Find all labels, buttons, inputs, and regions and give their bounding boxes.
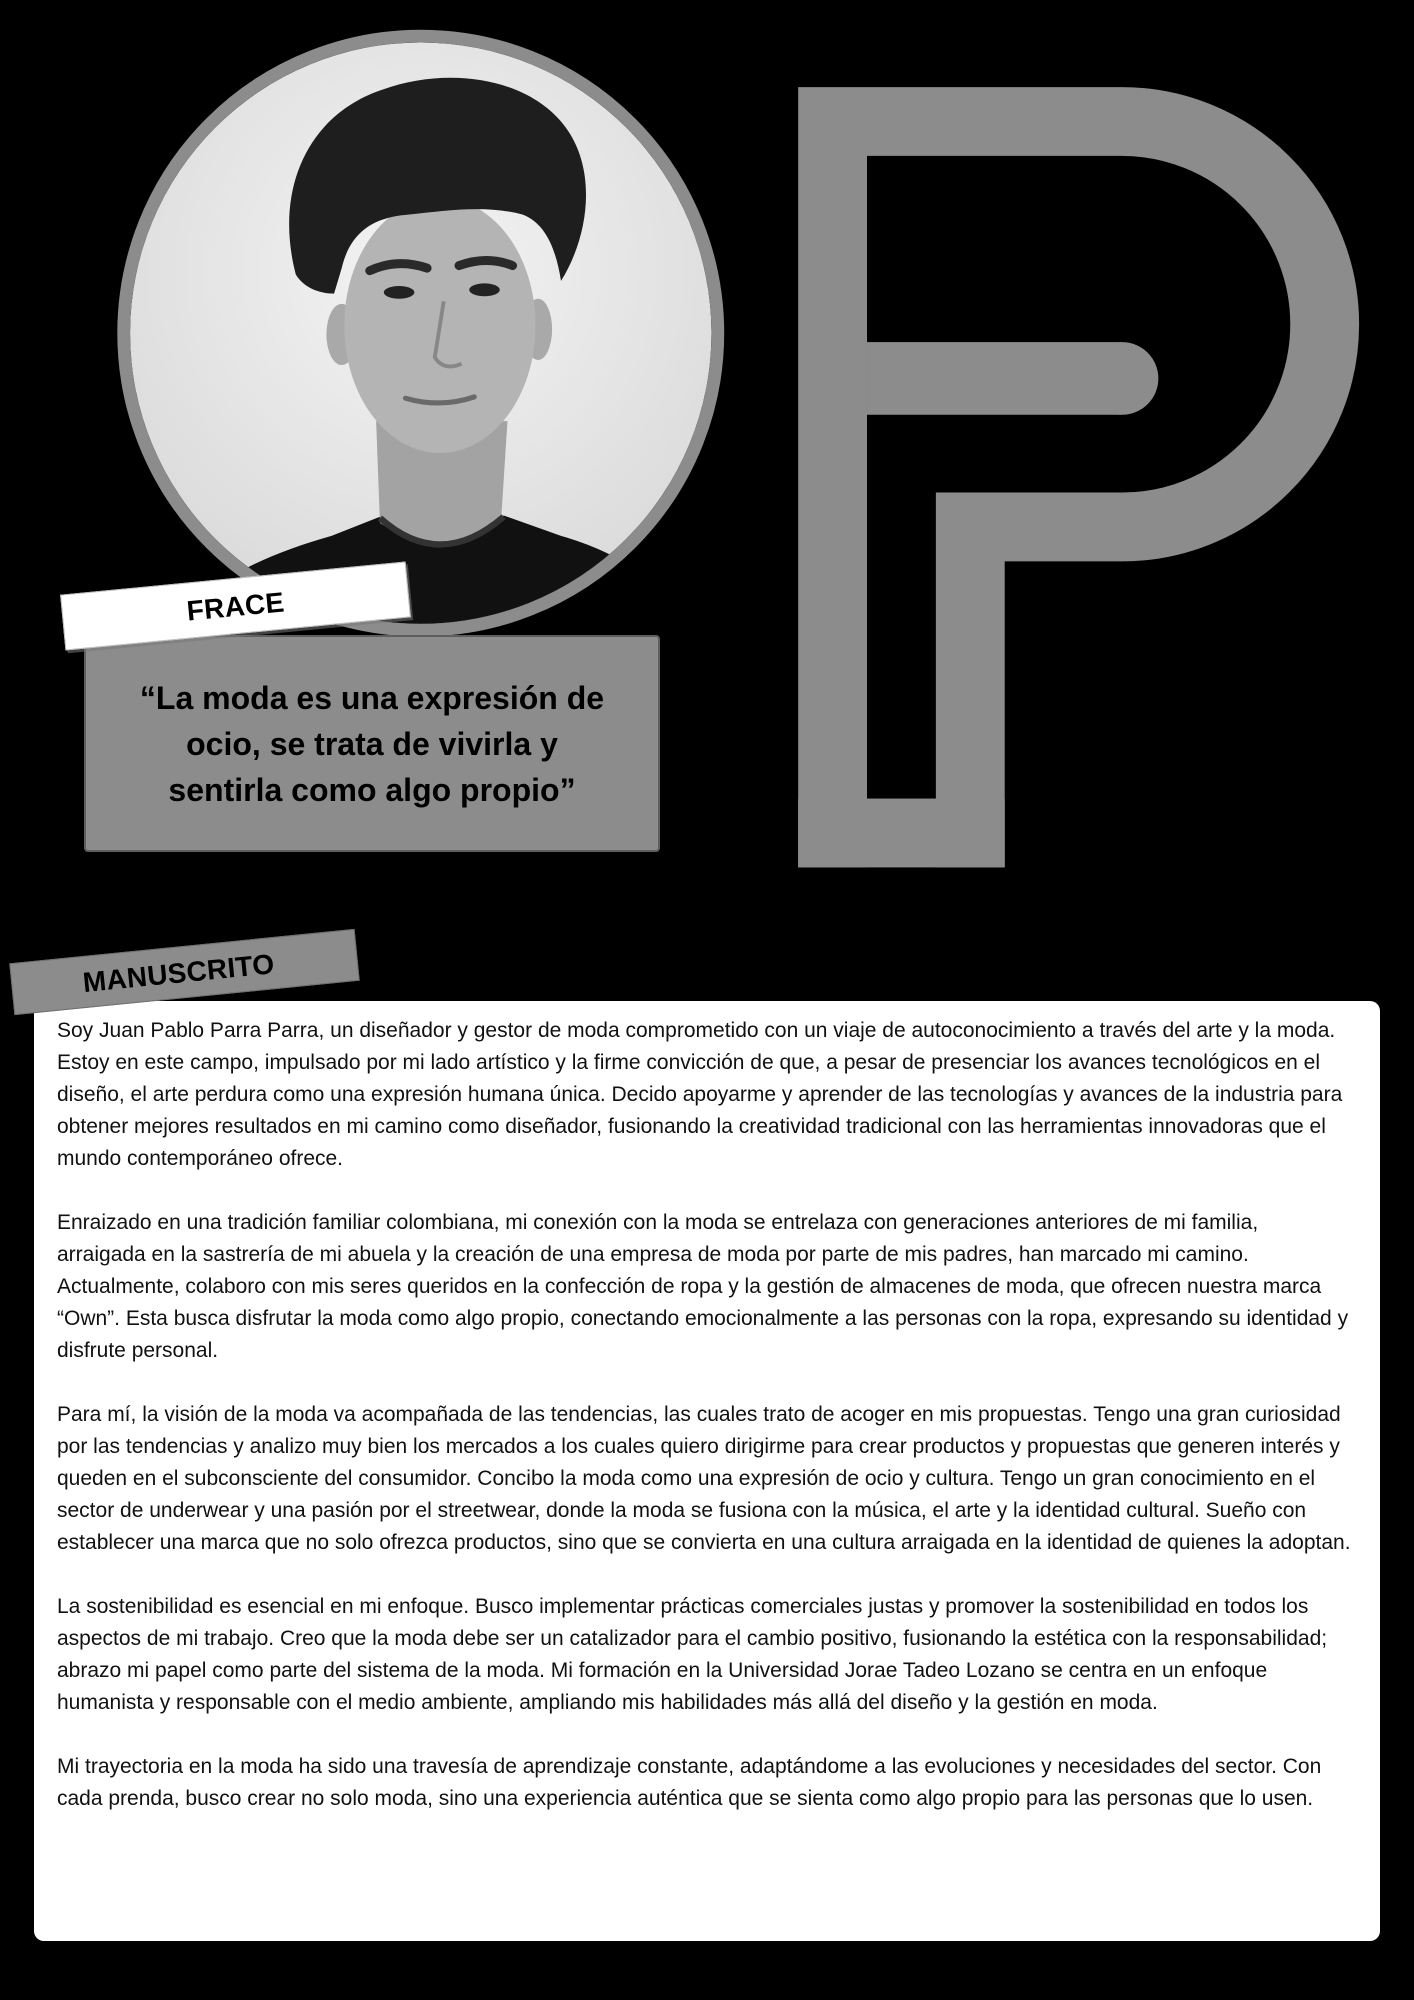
manuscript-paragraph: La sostenibilidad es esencial en mi enfoque. Busco implementar prácticas comerciales justas y promover la sostenibilidad en todos los aspectos de mi trabajo. Creo que la moda debe ser un catalizador para el cambio positivo, fusionando la estética con la responsabilidad; abrazo mi papel como parte del sistema de la moda. Mi formación en la Universidad Jorae Tadeo Lozano se centra en un enfoque humanista y responsable con el medio ambiente, ampliando mis habilidades más allá del diseño y la gestión en moda. — [57, 1595, 1328, 1714]
manuscript-paragraph: Mi trayectoria en la moda ha sido una travesía de aprendizaje constante, adaptándome a las evoluciones y necesidades del sector. Con cada prenda, busco crear no solo moda, sino una experiencia auténtica que se sienta como algo propio para las personas que lo usen. — [57, 1755, 1322, 1810]
manuscrito-label: MANUSCRITO — [9, 929, 359, 1015]
manuscript-paragraph: Soy Juan Pablo Parra Parra, un diseñador y gestor de moda comprometido con un viaje de autoconocimiento a través del arte y la moda. Estoy en este campo, impulsado por mi lado artístico y la firme convicción de que, a pesar de presenciar los avances tecnológicos en el diseño, el arte perdura como una expresión humana única. Decido apoyarme y aprender de las tecnologías y avances de la industria para obtener mejores resultados en mi camino como diseñador, fusionando la creatividad tradicional con las herramientas innovadoras que el mundo contemporáneo ofrece. — [57, 1019, 1343, 1170]
manuscript-paragraph: Para mí, la visión de la moda va acompañada de las tendencias, las cuales trato de acoger en mis propuestas. Tengo una gran curiosidad por las tendencias y analizo muy bien los mercados a los cuales quiero dirigirme para crear productos y propuestas que generen interés y queden en el subconsciente del consumidor. Concibo la moda como una expresión de ocio y cultura. Tengo un gran conocimiento en el sector de underwear y una pasión por el streetwear, donde la moda se fusiona con la música, el arte y la identidad cultural. Sueño con establecer una marca que no solo ofrezca productos, sino que se convierta en una cultura arraigada en la identidad de quienes la adoptan. — [57, 1403, 1351, 1554]
quote-line: ocio, se trata de vivirla y — [186, 725, 558, 762]
manuscript-panel — [34, 1001, 1380, 1941]
portrait-left-eye — [384, 286, 415, 299]
quote-line: sentirla como algo propio” — [168, 771, 576, 808]
portrait-right-eyebrow — [459, 260, 513, 265]
logo-inner-crossbar — [867, 342, 1122, 415]
logo-base-bar — [798, 799, 1005, 868]
quote-line: “La moda es una expresión de — [139, 679, 605, 716]
frace-label: FRACE — [60, 561, 411, 650]
quote-box — [84, 635, 660, 852]
logo-outer-stroke — [833, 122, 1325, 868]
portrait-right-eye — [469, 283, 500, 296]
manuscript-paragraph: Enraizado en una tradición familiar colombiana, mi conexión con la moda se entrelaza con generaciones anteriores de mi familia, arraigada en la sastrería de mi abuela y la creación de una empresa de moda por parte de mis padres, han marcado mi camino. Actualmente, colaboro con mis seres queridos en la confección de ropa y la gestión de almacenes de moda, que ofrecen nuestra marca “Own”. Esta busca disfrutar la moda como algo propio, conectando emocionalmente a las personas con la ropa, expresando su identidad y disfrute personal. — [57, 1211, 1349, 1362]
logo-inner-crossbar-cap — [1086, 342, 1159, 415]
p-monogram-icon — [798, 122, 1325, 868]
